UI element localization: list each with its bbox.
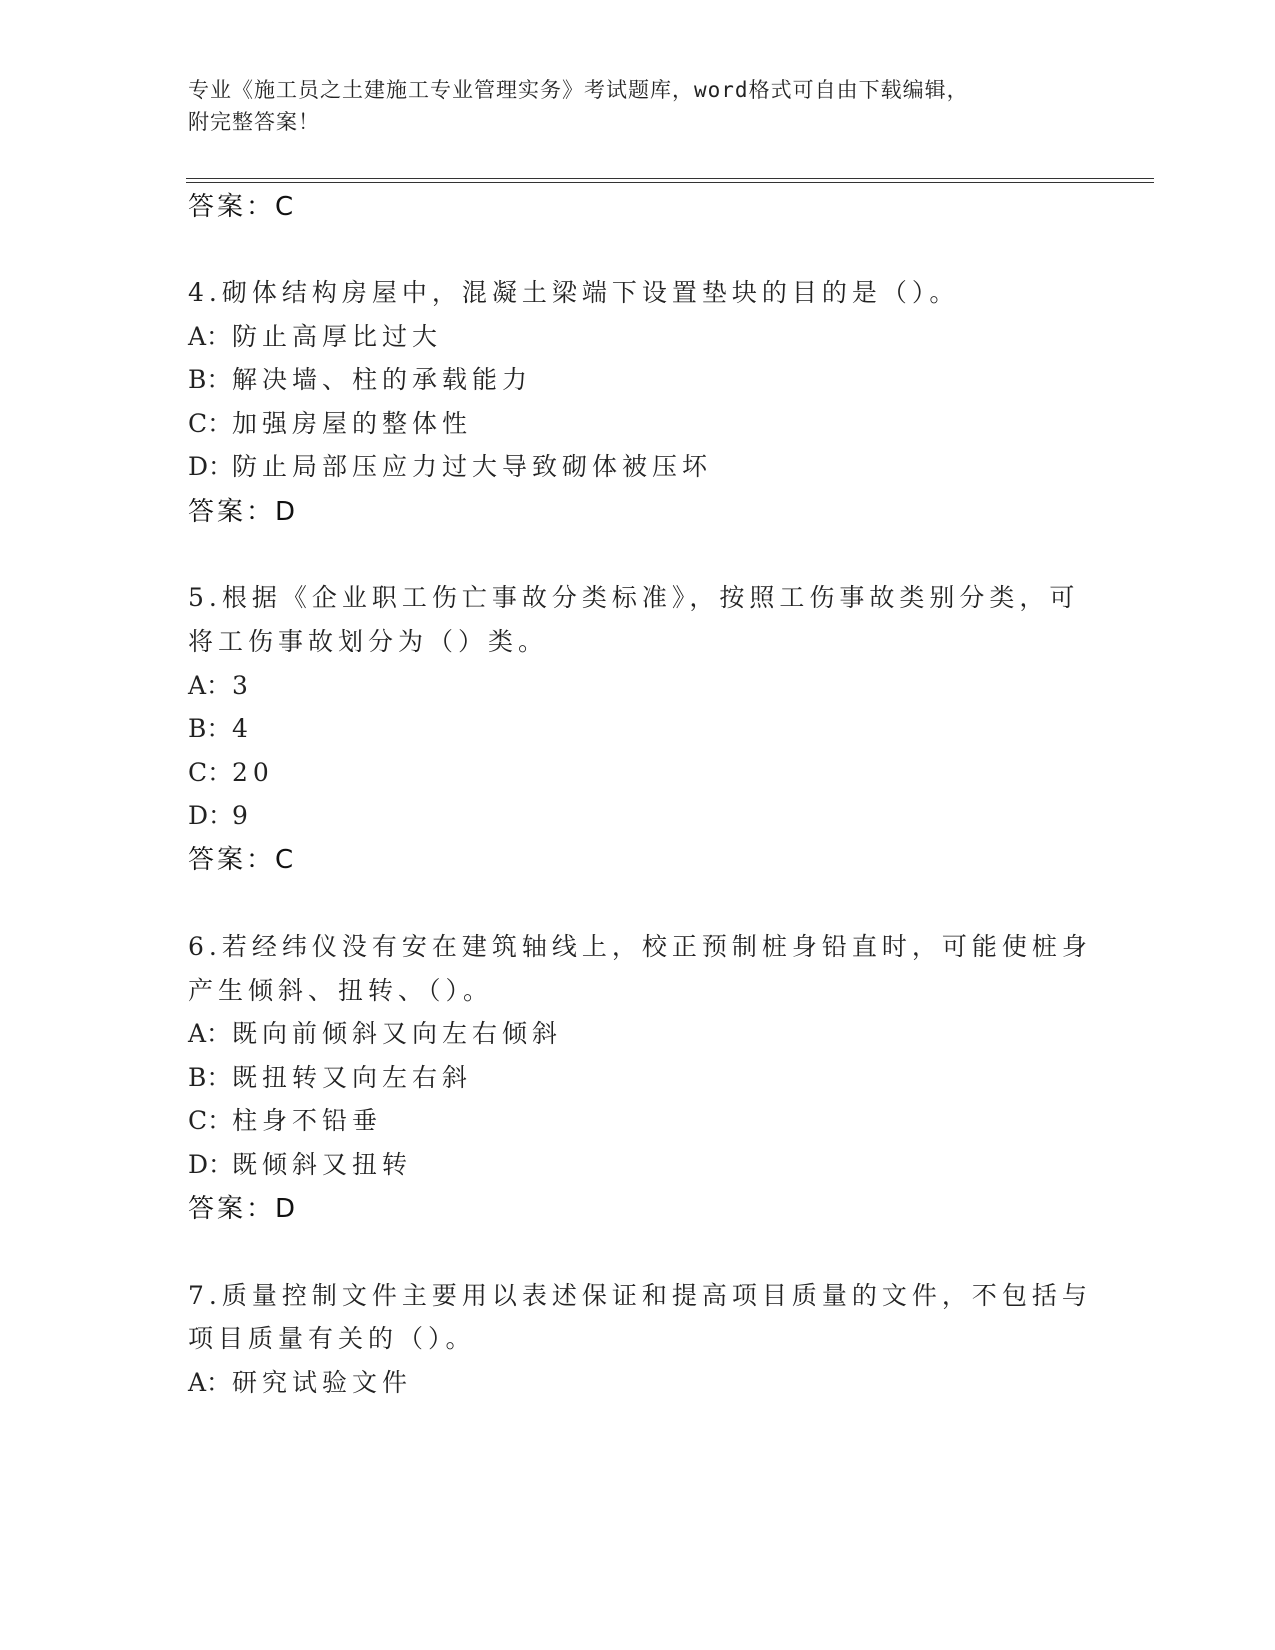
option-key: A： <box>188 322 232 351</box>
question-7-text-line-1: 7.质量控制文件主要用以表述保证和提高项目质量的文件，不包括与 <box>188 1281 1092 1310</box>
option-text: 3 <box>232 671 253 700</box>
option-key: B： <box>188 714 232 743</box>
option-text: 防止局部压应力过大导致砌体被压坏 <box>232 452 713 481</box>
option-text: 既扭转又向左右斜 <box>232 1063 473 1092</box>
option-key: A： <box>188 1368 232 1397</box>
option-key: D： <box>188 1150 234 1179</box>
question-4-option-b <box>188 360 532 396</box>
header-line-2: 附完整答案！ <box>188 110 320 134</box>
question-6-text-line-1: 6.若经纬仪没有安在建筑轴线上，校正预制桩身铅直时，可能使桩身 <box>188 932 1092 961</box>
option-key: A： <box>188 671 232 700</box>
question-6-option-a <box>188 1014 562 1050</box>
option-text: 解决墙、柱的承载能力 <box>232 365 533 394</box>
question-4-option-c <box>188 404 472 440</box>
option-text: 防止高厚比过大 <box>232 322 443 351</box>
option-key: C： <box>188 1106 233 1135</box>
option-text: 研究试验文件 <box>232 1368 413 1397</box>
question-6-option-b <box>188 1058 472 1094</box>
question-6-option-c <box>188 1101 382 1137</box>
question-6-option-d <box>188 1145 412 1181</box>
option-key: D： <box>188 801 234 830</box>
option-text: 加强房屋的整体性 <box>232 409 473 438</box>
question-4-text: 4.砌体结构房屋中，混凝土梁端下设置垫块的目的是（）。 <box>188 278 960 307</box>
option-key: B： <box>188 365 232 394</box>
option-key: C： <box>188 758 233 787</box>
option-text: 9 <box>232 801 253 830</box>
answer-q3: 答案：C <box>188 192 297 222</box>
option-text: 20 <box>232 758 274 787</box>
question-5-option-b <box>188 709 253 745</box>
answer-q4: 答案：D <box>188 497 299 527</box>
question-7-text-line-2: 项目质量有关的（）。 <box>188 1324 476 1353</box>
option-key: C： <box>188 409 233 438</box>
option-text: 既向前倾斜又向左右倾斜 <box>232 1019 563 1048</box>
option-key: B： <box>188 1063 232 1092</box>
document-header-note <box>188 74 1068 138</box>
header-divider-bottom <box>186 182 1154 183</box>
answer-q6: 答案：D <box>188 1194 299 1224</box>
question-6-text-line-2: 产生倾斜、扭转、（）。 <box>188 976 494 1005</box>
question-4-option-a <box>188 317 442 353</box>
option-text: 既倾斜又扭转 <box>232 1150 413 1179</box>
header-line-1: 专业《施工员之土建施工专业管理实务》考试题库，word格式可自由下载编辑， <box>188 78 969 102</box>
header-divider-top <box>186 178 1154 179</box>
option-text: 柱身不铅垂 <box>232 1106 383 1135</box>
option-key: A： <box>188 1019 232 1048</box>
question-5-option-c <box>188 753 274 789</box>
answer-q5: 答案：C <box>188 845 297 875</box>
question-4-option-d <box>188 447 712 483</box>
question-5-text-line-2: 将工伤事故划分为（）类。 <box>188 627 549 656</box>
option-text: 4 <box>232 714 253 743</box>
question-7-option-a <box>188 1363 412 1399</box>
question-5-option-d <box>188 796 253 832</box>
question-5-option-a <box>188 666 253 702</box>
option-key: D： <box>188 452 234 481</box>
question-5-text-line-1: 5.根据《企业职工伤亡事故分类标准》，按照工伤事故类别分类，可 <box>188 583 1080 612</box>
